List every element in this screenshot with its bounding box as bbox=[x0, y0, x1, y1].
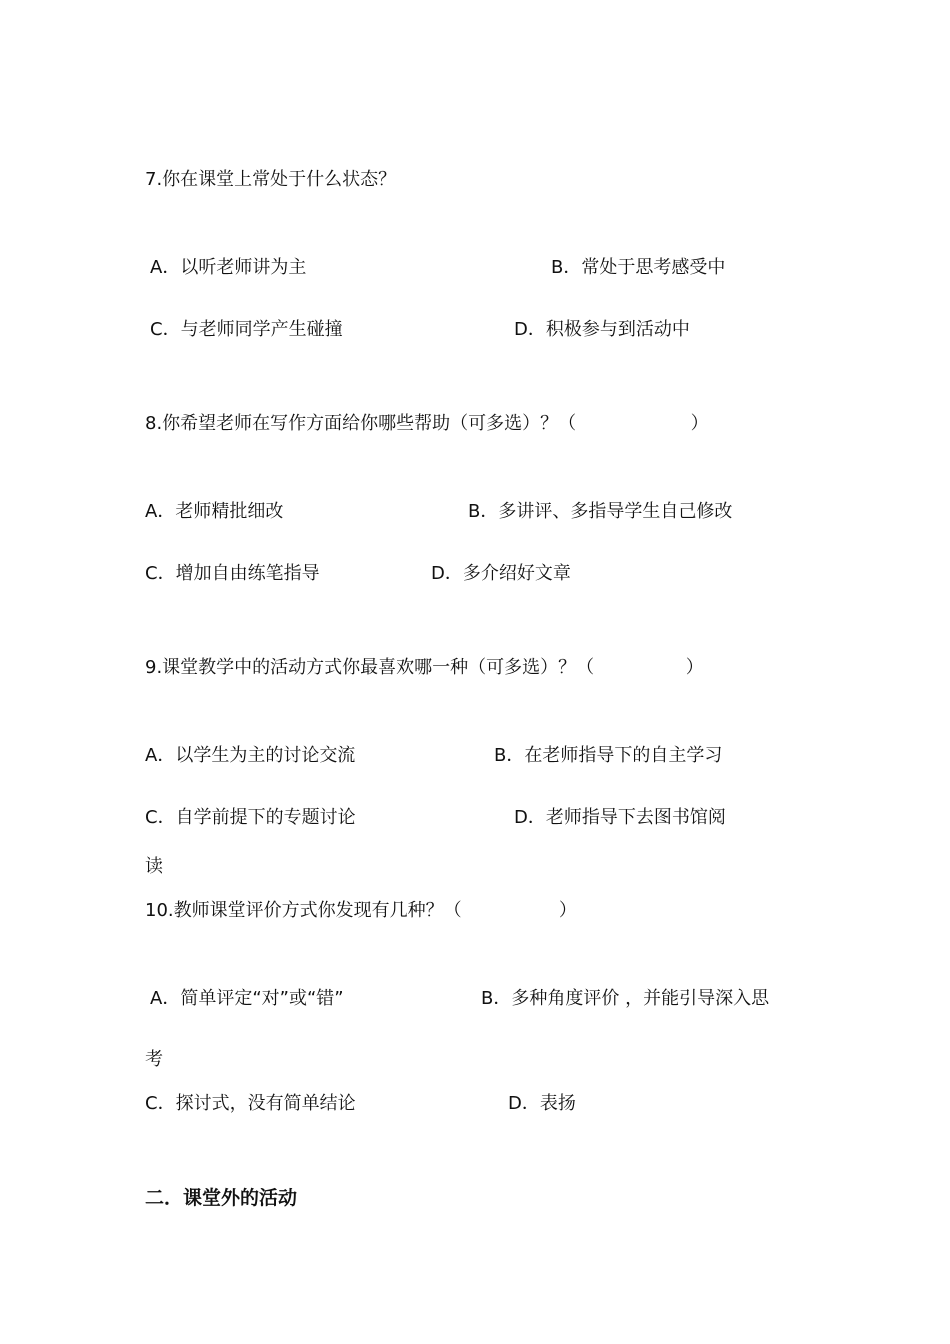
question-7-option-c: C．与老师同学产生碰撞 bbox=[150, 319, 343, 340]
question-9-option-d-wrap: 读 bbox=[145, 856, 163, 877]
question-10-option-d: D．表扬 bbox=[508, 1093, 576, 1114]
question-10-option-b-wrap: 考 bbox=[145, 1049, 163, 1070]
question-9-option-d: D．老师指导下去图书馆阅 bbox=[514, 807, 726, 828]
question-7-option-a: A．以听老师讲为主 bbox=[150, 257, 307, 278]
question-9-option-b: B．在老师指导下的自主学习 bbox=[494, 745, 723, 766]
question-7: 7.你在课堂上常处于什么状态？ bbox=[145, 169, 397, 190]
question-10-option-c: C．探讨式，没有简单结论 bbox=[145, 1093, 356, 1114]
question-8-option-c: C．增加自由练笔指导 bbox=[145, 563, 320, 584]
question-10-option-a: A．简单评定“对”或“错” bbox=[150, 988, 344, 1009]
question-7-option-b: B．常处于思考感受中 bbox=[551, 257, 726, 278]
question-8: 8.你希望老师在写作方面给你哪些帮助（可多选）？（ ） bbox=[145, 413, 709, 434]
question-9-option-a: A．以学生为主的讨论交流 bbox=[145, 745, 356, 766]
question-8-option-d: D．多介绍好文章 bbox=[431, 563, 571, 584]
question-10: 10.教师课堂评价方式你发现有几种？（ ） bbox=[145, 900, 577, 921]
question-8-option-b: B．多讲评、多指导学生自己修改 bbox=[468, 501, 733, 522]
section-heading: 二．课堂外的活动 bbox=[145, 1187, 298, 1209]
question-8-option-a: A．老师精批细改 bbox=[145, 501, 284, 522]
question-9: 9.课堂教学中的活动方式你最喜欢哪一种（可多选）？（ ） bbox=[145, 657, 704, 678]
question-9-option-c: C．自学前提下的专题讨论 bbox=[145, 807, 356, 828]
question-10-option-b: B．多种角度评价 ，并能引导深入思 bbox=[481, 988, 770, 1009]
question-7-option-d: D．积极参与到活动中 bbox=[514, 319, 690, 340]
